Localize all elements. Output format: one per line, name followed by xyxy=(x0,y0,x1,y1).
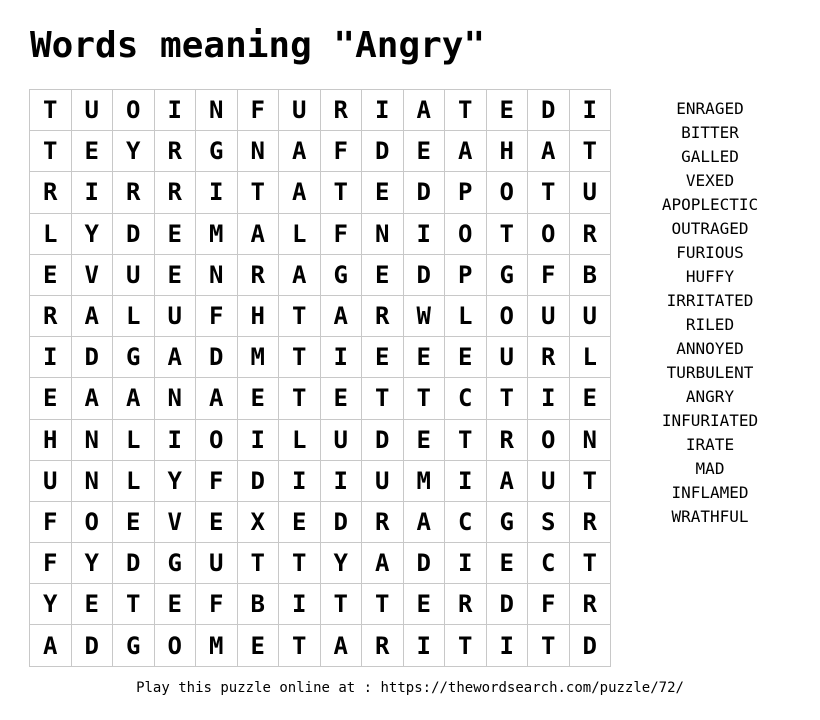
grid-cell[interactable]: O xyxy=(528,214,570,255)
grid-cell[interactable]: R xyxy=(113,172,155,213)
grid-cell[interactable]: P xyxy=(445,172,487,213)
grid-cell[interactable]: E xyxy=(113,502,155,543)
grid-cell[interactable]: I xyxy=(321,337,363,378)
grid-row xyxy=(30,255,611,296)
grid-cell[interactable]: A xyxy=(279,131,321,172)
word-list-item: MAD xyxy=(695,459,725,478)
word-list-item: ANNOYED xyxy=(676,339,744,358)
grid-cell[interactable]: I xyxy=(72,172,114,213)
grid-cell[interactable]: Y xyxy=(321,543,363,584)
grid-cell[interactable]: D xyxy=(404,543,446,584)
grid-cell[interactable]: A xyxy=(487,461,529,502)
grid-row xyxy=(30,420,611,461)
grid-cell[interactable]: U xyxy=(155,296,197,337)
grid-cell[interactable]: O xyxy=(487,172,529,213)
grid-cell[interactable]: T xyxy=(321,172,363,213)
grid-cell[interactable]: F xyxy=(196,584,238,625)
grid-cell[interactable]: F xyxy=(238,90,280,131)
grid-cell[interactable]: T xyxy=(30,90,72,131)
grid-cell[interactable]: F xyxy=(321,214,363,255)
grid-cell[interactable]: E xyxy=(404,584,446,625)
grid-cell[interactable]: R xyxy=(362,296,404,337)
grid-cell[interactable]: E xyxy=(445,337,487,378)
grid-cell[interactable]: T xyxy=(487,378,529,419)
grid-row xyxy=(30,296,611,337)
grid-cell[interactable]: I xyxy=(279,461,321,502)
grid-cell[interactable]: U xyxy=(570,172,612,213)
grid-cell[interactable]: E xyxy=(404,420,446,461)
grid-cell[interactable]: G xyxy=(487,255,529,296)
grid-cell[interactable]: T xyxy=(445,90,487,131)
grid-cell[interactable]: Y xyxy=(72,543,114,584)
grid-cell[interactable]: R xyxy=(155,172,197,213)
grid-cell[interactable]: T xyxy=(362,378,404,419)
grid-cell[interactable]: E xyxy=(404,131,446,172)
grid-cell[interactable]: F xyxy=(30,502,72,543)
grid-cell[interactable]: T xyxy=(362,584,404,625)
grid-cell[interactable]: T xyxy=(445,420,487,461)
grid-cell[interactable]: E xyxy=(279,502,321,543)
grid-cell[interactable]: T xyxy=(528,172,570,213)
grid-cell[interactable]: T xyxy=(279,543,321,584)
grid-cell[interactable]: O xyxy=(113,90,155,131)
grid-cell[interactable]: D xyxy=(113,214,155,255)
grid-cell[interactable]: E xyxy=(30,255,72,296)
grid-cell[interactable]: V xyxy=(72,255,114,296)
grid-cell[interactable]: E xyxy=(321,378,363,419)
grid-cell[interactable]: R xyxy=(570,214,612,255)
grid-cell[interactable]: E xyxy=(155,584,197,625)
grid-cell[interactable]: R xyxy=(155,131,197,172)
grid-cell[interactable]: U xyxy=(362,461,404,502)
grid-cell[interactable]: T xyxy=(487,214,529,255)
grid-cell[interactable]: G xyxy=(155,543,197,584)
word-list-item: INFLAMED xyxy=(671,483,749,502)
grid-cell[interactable]: E xyxy=(362,255,404,296)
grid-cell[interactable]: E xyxy=(72,131,114,172)
grid-cell[interactable]: R xyxy=(445,584,487,625)
grid-cell[interactable]: O xyxy=(155,625,197,666)
word-list-item: APOPLECTIC xyxy=(661,195,759,214)
grid-cell[interactable]: I xyxy=(196,172,238,213)
grid-cell[interactable]: A xyxy=(321,296,363,337)
grid-cell[interactable]: U xyxy=(321,420,363,461)
grid-cell[interactable]: D xyxy=(362,131,404,172)
grid-cell[interactable]: E xyxy=(570,378,612,419)
grid-cell[interactable]: G xyxy=(113,337,155,378)
grid-cell[interactable]: E xyxy=(238,625,280,666)
grid-cell[interactable]: A xyxy=(72,378,114,419)
grid-cell[interactable]: M xyxy=(196,214,238,255)
grid-cell[interactable]: D xyxy=(404,172,446,213)
grid-cell[interactable]: R xyxy=(362,502,404,543)
grid-cell[interactable]: R xyxy=(30,296,72,337)
grid-cell[interactable]: R xyxy=(487,420,529,461)
grid-cell[interactable]: A xyxy=(279,255,321,296)
grid-cell[interactable]: N xyxy=(72,461,114,502)
grid-cell[interactable]: N xyxy=(570,420,612,461)
grid-cell[interactable]: F xyxy=(30,543,72,584)
grid-cell[interactable]: A xyxy=(404,502,446,543)
grid-cell[interactable]: T xyxy=(279,296,321,337)
grid-cell[interactable]: U xyxy=(72,90,114,131)
grid-cell[interactable]: D xyxy=(238,461,280,502)
grid-row xyxy=(30,543,611,584)
grid-cell[interactable]: R xyxy=(528,337,570,378)
grid-cell[interactable]: N xyxy=(72,420,114,461)
grid-cell[interactable]: C xyxy=(528,543,570,584)
grid-cell[interactable]: E xyxy=(362,337,404,378)
grid-cell[interactable]: I xyxy=(445,543,487,584)
grid-row xyxy=(30,502,611,543)
grid-cell[interactable]: D xyxy=(321,502,363,543)
grid-cell[interactable]: A xyxy=(321,625,363,666)
grid-cell[interactable]: D xyxy=(113,543,155,584)
grid-cell[interactable]: G xyxy=(487,502,529,543)
grid-cell[interactable]: G xyxy=(113,625,155,666)
grid-cell[interactable]: F xyxy=(321,131,363,172)
grid-cell[interactable]: R xyxy=(238,255,280,296)
grid-cell[interactable]: T xyxy=(570,131,612,172)
grid-cell[interactable]: H xyxy=(238,296,280,337)
grid-cell[interactable]: R xyxy=(570,502,612,543)
grid-cell[interactable]: S xyxy=(528,502,570,543)
grid-cell[interactable]: B xyxy=(238,584,280,625)
letter-grid xyxy=(29,89,611,667)
grid-cell[interactable]: T xyxy=(279,337,321,378)
grid-cell[interactable]: I xyxy=(487,625,529,666)
grid-cell[interactable]: O xyxy=(487,296,529,337)
grid-cell[interactable]: D xyxy=(196,337,238,378)
grid-cell[interactable]: T xyxy=(279,378,321,419)
word-list-item: WRATHFUL xyxy=(671,507,749,526)
grid-cell[interactable]: E xyxy=(238,378,280,419)
word-list-item: IRRITATED xyxy=(666,291,754,310)
grid-cell[interactable]: Y xyxy=(155,461,197,502)
grid-cell[interactable]: M xyxy=(404,461,446,502)
grid-cell[interactable]: T xyxy=(570,543,612,584)
grid-row xyxy=(30,337,611,378)
grid-cell[interactable]: O xyxy=(72,502,114,543)
grid-cell[interactable]: D xyxy=(362,420,404,461)
grid-cell[interactable]: H xyxy=(487,131,529,172)
footer-link-text: Play this puzzle online at : https://thewordsearch.com/puzzle/72/ xyxy=(136,680,684,696)
word-list-item: RILED xyxy=(685,315,735,334)
grid-cell[interactable]: E xyxy=(72,584,114,625)
grid-cell[interactable]: Y xyxy=(30,584,72,625)
grid-row xyxy=(30,90,611,131)
grid-cell[interactable]: I xyxy=(155,90,197,131)
grid-cell[interactable]: A xyxy=(196,378,238,419)
grid-cell[interactable]: B xyxy=(570,255,612,296)
grid-cell[interactable]: U xyxy=(528,296,570,337)
grid-cell[interactable]: M xyxy=(238,337,280,378)
word-list-item: BITTER xyxy=(681,123,739,142)
grid-cell[interactable]: F xyxy=(528,584,570,625)
grid-row xyxy=(30,172,611,213)
grid-cell[interactable]: I xyxy=(528,378,570,419)
grid-cell[interactable]: I xyxy=(321,461,363,502)
grid-row xyxy=(30,461,611,502)
grid-cell[interactable]: I xyxy=(155,420,197,461)
grid-row xyxy=(30,625,611,666)
grid-cell[interactable]: L xyxy=(570,337,612,378)
grid-row xyxy=(30,214,611,255)
grid-cell[interactable]: F xyxy=(528,255,570,296)
grid-cell[interactable]: A xyxy=(72,296,114,337)
grid-cell[interactable]: E xyxy=(404,337,446,378)
grid-cell[interactable]: F xyxy=(196,296,238,337)
grid-cell[interactable]: T xyxy=(30,131,72,172)
word-list-item: INFURIATED xyxy=(661,411,759,430)
grid-cell[interactable]: E xyxy=(196,502,238,543)
grid-cell[interactable]: F xyxy=(196,461,238,502)
grid-cell[interactable]: R xyxy=(30,172,72,213)
grid-row xyxy=(30,131,611,172)
grid-cell[interactable]: Y xyxy=(113,131,155,172)
grid-cell[interactable]: U xyxy=(570,296,612,337)
grid-cell[interactable]: I xyxy=(570,90,612,131)
grid-cell[interactable]: R xyxy=(321,90,363,131)
grid-cell[interactable]: D xyxy=(404,255,446,296)
grid-cell[interactable]: E xyxy=(155,214,197,255)
grid-cell[interactable]: L xyxy=(30,214,72,255)
grid-cell[interactable]: T xyxy=(113,584,155,625)
grid-cell[interactable]: L xyxy=(279,214,321,255)
word-list-item: FURIOUS xyxy=(676,243,744,262)
grid-cell[interactable]: D xyxy=(570,625,612,666)
word-list xyxy=(640,97,780,529)
grid-cell[interactable]: E xyxy=(155,255,197,296)
grid-cell[interactable]: D xyxy=(72,625,114,666)
grid-cell[interactable]: A xyxy=(155,337,197,378)
grid-cell[interactable]: A xyxy=(238,214,280,255)
grid-cell[interactable]: N xyxy=(196,90,238,131)
word-list-item: ANGRY xyxy=(685,387,735,406)
grid-cell[interactable]: G xyxy=(321,255,363,296)
grid-cell[interactable]: L xyxy=(113,420,155,461)
grid-cell[interactable]: Y xyxy=(72,214,114,255)
grid-cell[interactable]: I xyxy=(445,461,487,502)
word-list-item: HUFFY xyxy=(685,267,735,286)
grid-cell[interactable]: R xyxy=(362,625,404,666)
grid-cell[interactable]: A xyxy=(404,90,446,131)
grid-cell[interactable]: R xyxy=(570,584,612,625)
grid-cell[interactable]: T xyxy=(445,625,487,666)
grid-row xyxy=(30,584,611,625)
grid-cell[interactable]: U xyxy=(487,337,529,378)
grid-cell[interactable]: M xyxy=(196,625,238,666)
grid-cell[interactable]: A xyxy=(30,625,72,666)
grid-cell[interactable]: C xyxy=(445,502,487,543)
grid-cell[interactable]: I xyxy=(362,90,404,131)
grid-row xyxy=(30,378,611,419)
grid-cell[interactable]: O xyxy=(528,420,570,461)
grid-cell[interactable]: A xyxy=(445,131,487,172)
grid-cell[interactable]: D xyxy=(528,90,570,131)
grid-cell[interactable]: A xyxy=(279,172,321,213)
grid-cell[interactable]: I xyxy=(404,214,446,255)
word-list-item: VEXED xyxy=(685,171,735,190)
grid-cell[interactable]: U xyxy=(196,543,238,584)
grid-cell[interactable]: W xyxy=(404,296,446,337)
grid-cell[interactable]: U xyxy=(113,255,155,296)
grid-cell[interactable]: O xyxy=(196,420,238,461)
grid-cell[interactable]: U xyxy=(279,90,321,131)
grid-cell[interactable]: U xyxy=(30,461,72,502)
grid-cell[interactable]: N xyxy=(362,214,404,255)
puzzle-title: Words meaning "Angry" xyxy=(30,25,486,66)
grid-cell[interactable]: T xyxy=(279,625,321,666)
grid-cell[interactable]: L xyxy=(113,296,155,337)
grid-cell[interactable]: T xyxy=(238,543,280,584)
grid-cell[interactable]: L xyxy=(279,420,321,461)
grid-cell[interactable]: E xyxy=(487,90,529,131)
grid-cell[interactable]: I xyxy=(30,337,72,378)
grid-cell[interactable]: T xyxy=(404,378,446,419)
grid-cell[interactable]: V xyxy=(155,502,197,543)
grid-cell[interactable]: G xyxy=(196,131,238,172)
grid-cell[interactable]: D xyxy=(72,337,114,378)
grid-cell[interactable]: T xyxy=(570,461,612,502)
grid-cell[interactable]: N xyxy=(196,255,238,296)
grid-cell[interactable]: P xyxy=(445,255,487,296)
grid-cell[interactable]: U xyxy=(528,461,570,502)
grid-cell[interactable]: I xyxy=(238,420,280,461)
grid-cell[interactable]: T xyxy=(238,172,280,213)
grid-cell[interactable]: E xyxy=(30,378,72,419)
grid-cell[interactable]: T xyxy=(321,584,363,625)
word-list-item: ENRAGED xyxy=(676,99,744,118)
grid-cell[interactable]: A xyxy=(528,131,570,172)
grid-cell[interactable]: I xyxy=(404,625,446,666)
word-list-item: IRATE xyxy=(685,435,735,454)
grid-cell[interactable]: L xyxy=(445,296,487,337)
grid-cell[interactable]: H xyxy=(30,420,72,461)
grid-cell[interactable]: E xyxy=(362,172,404,213)
grid-cell[interactable]: E xyxy=(487,543,529,584)
grid-cell[interactable]: A xyxy=(362,543,404,584)
grid-cell[interactable]: X xyxy=(238,502,280,543)
word-list-item: OUTRAGED xyxy=(671,219,749,238)
word-list-item: TURBULENT xyxy=(666,363,754,382)
grid-cell[interactable]: A xyxy=(113,378,155,419)
grid-cell[interactable]: D xyxy=(487,584,529,625)
grid-cell[interactable]: O xyxy=(445,214,487,255)
grid-cell[interactable]: N xyxy=(238,131,280,172)
grid-cell[interactable]: I xyxy=(279,584,321,625)
grid-cell[interactable]: N xyxy=(155,378,197,419)
grid-cell[interactable]: T xyxy=(528,625,570,666)
grid-cell[interactable]: C xyxy=(445,378,487,419)
grid-cell[interactable]: L xyxy=(113,461,155,502)
word-list-item: GALLED xyxy=(681,147,739,166)
